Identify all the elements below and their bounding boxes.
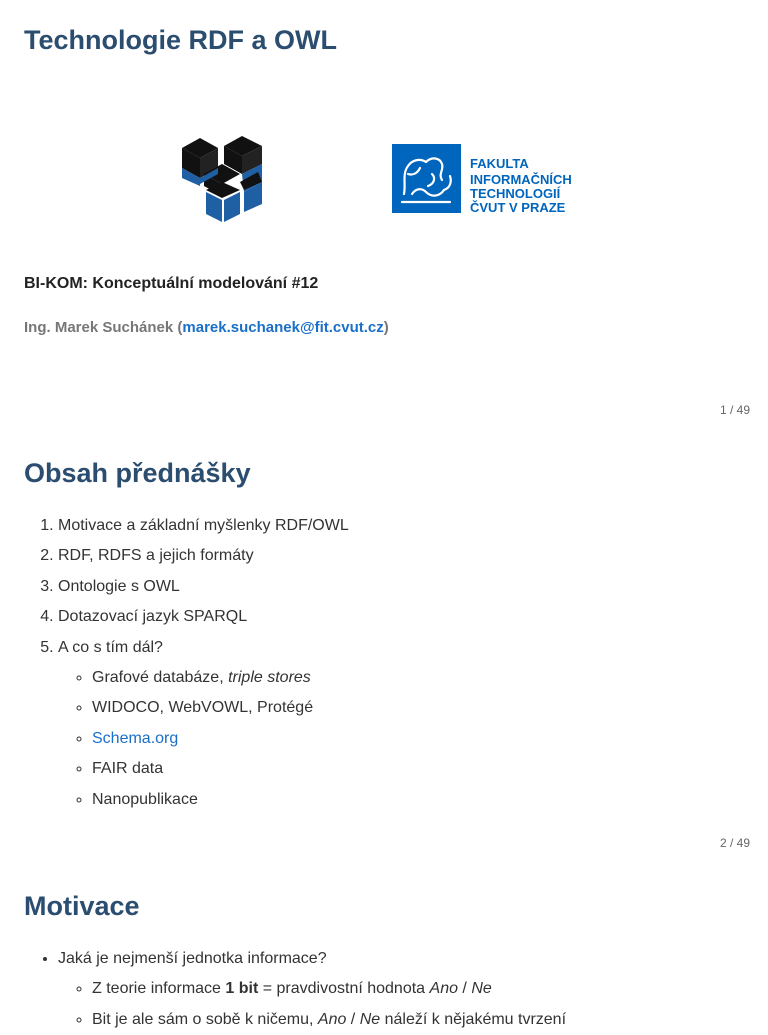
text: náleží k nějakému tvrzení <box>380 1010 567 1028</box>
motivace-list <box>24 944 566 1035</box>
text: = pravdivostní hodnota <box>258 980 430 998</box>
subitem-emphasis: triple stores <box>228 669 311 687</box>
toc-sublist <box>58 663 349 815</box>
schema-org-link[interactable]: Schema.org <box>92 729 179 747</box>
text: Bit je ale sám o sobě k ničemu, <box>92 1010 318 1028</box>
italic-text: Ano <box>429 980 458 998</box>
subitem-nano: ◦ Nanopublikace <box>92 785 349 815</box>
motivace-subitem-2 <box>92 1005 566 1035</box>
slide-title: Technologie RDF a OWL <box>24 25 337 55</box>
logo-line-3: TECHNOLOGIÍ <box>470 186 561 201</box>
page-number: 1 / 49 <box>719 403 750 417</box>
bold-text: 1 bit <box>225 980 259 998</box>
motivace-sublist <box>58 974 566 1035</box>
page-number-2: 2 / 49 <box>719 836 750 850</box>
author-close: ) <box>383 319 389 336</box>
subitem-fair: ◦ FAIR data <box>92 754 349 784</box>
cubes-logo-icon <box>178 134 270 224</box>
author-name: Ing. Marek Suchánek ( <box>24 319 183 336</box>
course-subtitle: BI-KOM: Konceptuální modelování #12 <box>24 275 319 292</box>
author-email-link[interactable]: marek.suchanek@fit.cvut.cz <box>182 319 384 336</box>
fit-cvut-logo <box>392 144 592 214</box>
italic-text: Ne <box>471 980 492 998</box>
slide-title-3: Motivace <box>24 891 140 921</box>
logo-line-2: INFORMAČNÍCH <box>470 172 572 187</box>
toc-item-label: A co s tím dál? <box>58 638 163 656</box>
slide-1 <box>0 0 768 433</box>
toc-list <box>24 511 349 815</box>
toc-item-5 <box>58 633 349 815</box>
subitem-text: Grafové databáze, <box>92 669 229 687</box>
text: Z teorie informace <box>92 980 226 998</box>
motivace-item <box>58 944 566 1035</box>
text: / <box>346 1010 360 1028</box>
toc-item: 4. Dotazovací jazyk SPARQL <box>58 602 349 632</box>
italic-text: Ano <box>317 1010 347 1028</box>
text: / <box>457 980 472 998</box>
toc-item: 2. RDF, RDFS a jejich formáty <box>58 541 349 571</box>
italic-text: Ne <box>359 1010 381 1028</box>
subitem-graph-db <box>92 663 349 693</box>
subitem-schema <box>92 724 349 754</box>
motivace-question: Jaká je nejmenší jednotka informace? <box>58 950 327 967</box>
toc-item: 3. Ontologie s OWL <box>58 572 349 602</box>
motivace-subitem-1 <box>92 974 566 1004</box>
subitem-tools: ◦ WIDOCO, WebVOWL, Protégé <box>92 693 349 723</box>
slide-title-2: Obsah přednášky <box>24 458 251 488</box>
logo-line-4: ČVUT V PRAZE <box>470 200 566 214</box>
toc-item: 1. Motivace a základní myšlenky RDF/OWL <box>58 511 349 541</box>
author-line <box>24 319 389 336</box>
logo-line-1: FAKULTA <box>470 156 529 171</box>
